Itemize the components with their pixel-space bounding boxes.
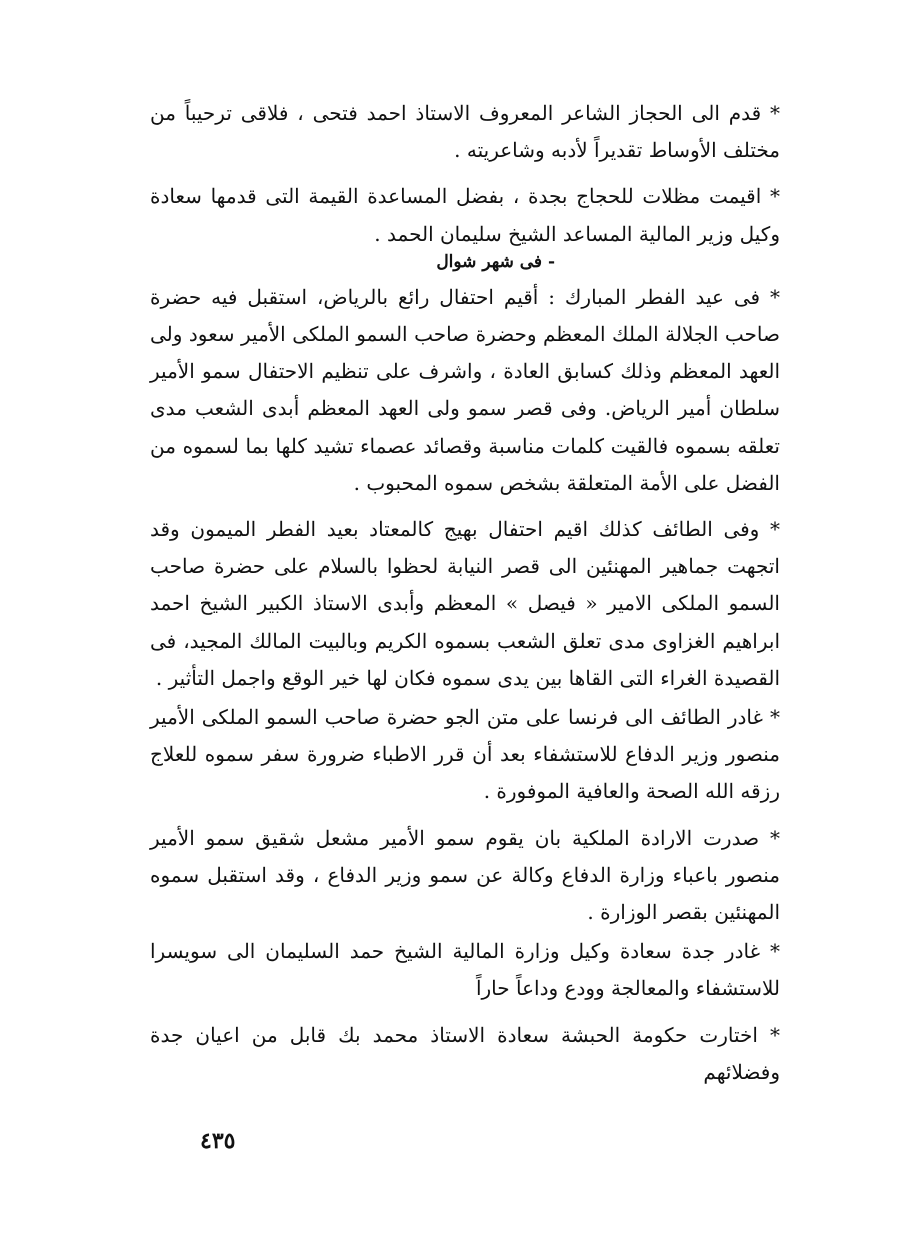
- news-item-prince-mansour-travel: * غادر الطائف الى فرنسا على متن الجو حضرة صاحب السمو الملكى الأمير منصور وزير الدفاع للاستشفاء بعد أن قرر الاطباء ضرورة سفر سموه للعلاج رزقه الله الصحة والعافية الموفورة .: [150, 705, 780, 804]
- news-item-finance-undersecretary: * غادر جدة سعادة وكيل وزارة المالية الشيخ حمد السليمان الى سويسرا للاستشفاء والمعالجة وودع وداعاً حاراً: [150, 939, 780, 1001]
- page-number: ٤٣٥: [200, 1128, 236, 1154]
- news-item-poet-visit: * قدم الى الحجاز الشاعر المعروف الاستاذ احمد فتحى ، فلاقى ترحيباً من مختلف الأوساط تقديراً لأدبه وشاعريته .: [150, 101, 780, 163]
- section-subheading-shawwal: - فى شهر شوال: [436, 251, 555, 272]
- news-item-ethiopia-consul: * اختارت حكومة الحبشة سعادة الاستاذ محمد بك قابل من اعيان جدة وفضلائهم: [150, 1022, 781, 1084]
- news-item-pilgrim-shelters: * اقيمت مظلات للحجاج بجدة ، بفضل المساعدة القيمة التى قدمها سعادة وكيل وزير المالية المساعد الشيخ سليمان الحمد .: [150, 184, 780, 246]
- news-item-eid-taif: * وفى الطائف كذلك اقيم احتفال بهيج كالمعتاد بعيد الفطر الميمون وقد اتجهت جماهير المهنئين الى قصر النيابة لحظوا بالسلام على حضرة صاحب السمو الملكى الامير « فيصل » المعظم وأبدى الاستاذ الكبير الشيخ احمد ابراهيم الغزاوى مدى تعلق الشعب بسموه الكريم وبالبيت المالك المجيد، فى القصيدة الغراء التى القاها بين يدى سموه فكان لها خير الوقع واجمل التأثير .: [150, 517, 780, 690]
- news-item-eid-riyadh: * فى عيد الفطر المبارك : أقيم احتفال رائع بالرياض، استقبل فيه حضرة صاحب الجلالة الملك المعظم وحضرة صاحب السمو الملكى الأمير سعود ولى العهد المعظم وذلك كسابق العادة ، واشرف على تنظيم الاحتفال سمو الأمير سلطان أمير الرياض. وفى قصر سمو ولى العهد المعظم أبدى الشعب مدى تعلقه بسموه فالقيت كلمات مناسبة وقصائد عصماء تشيد كلها بما لسموه من الفضل على الأمة المتعلقة بشخص سموه المحبوب .: [150, 284, 780, 495]
- news-item-royal-decree: * صدرت الارادة الملكية بان يقوم سمو الأمير مشعل شقيق سمو الأمير منصور باعباء وزارة الدفاع وكالة عن سمو وزير الدفاع ، وقد استقبل سموه المهنئين بقصر الوزارة .: [150, 825, 780, 925]
- document-page: [150, 95, 780, 1100]
